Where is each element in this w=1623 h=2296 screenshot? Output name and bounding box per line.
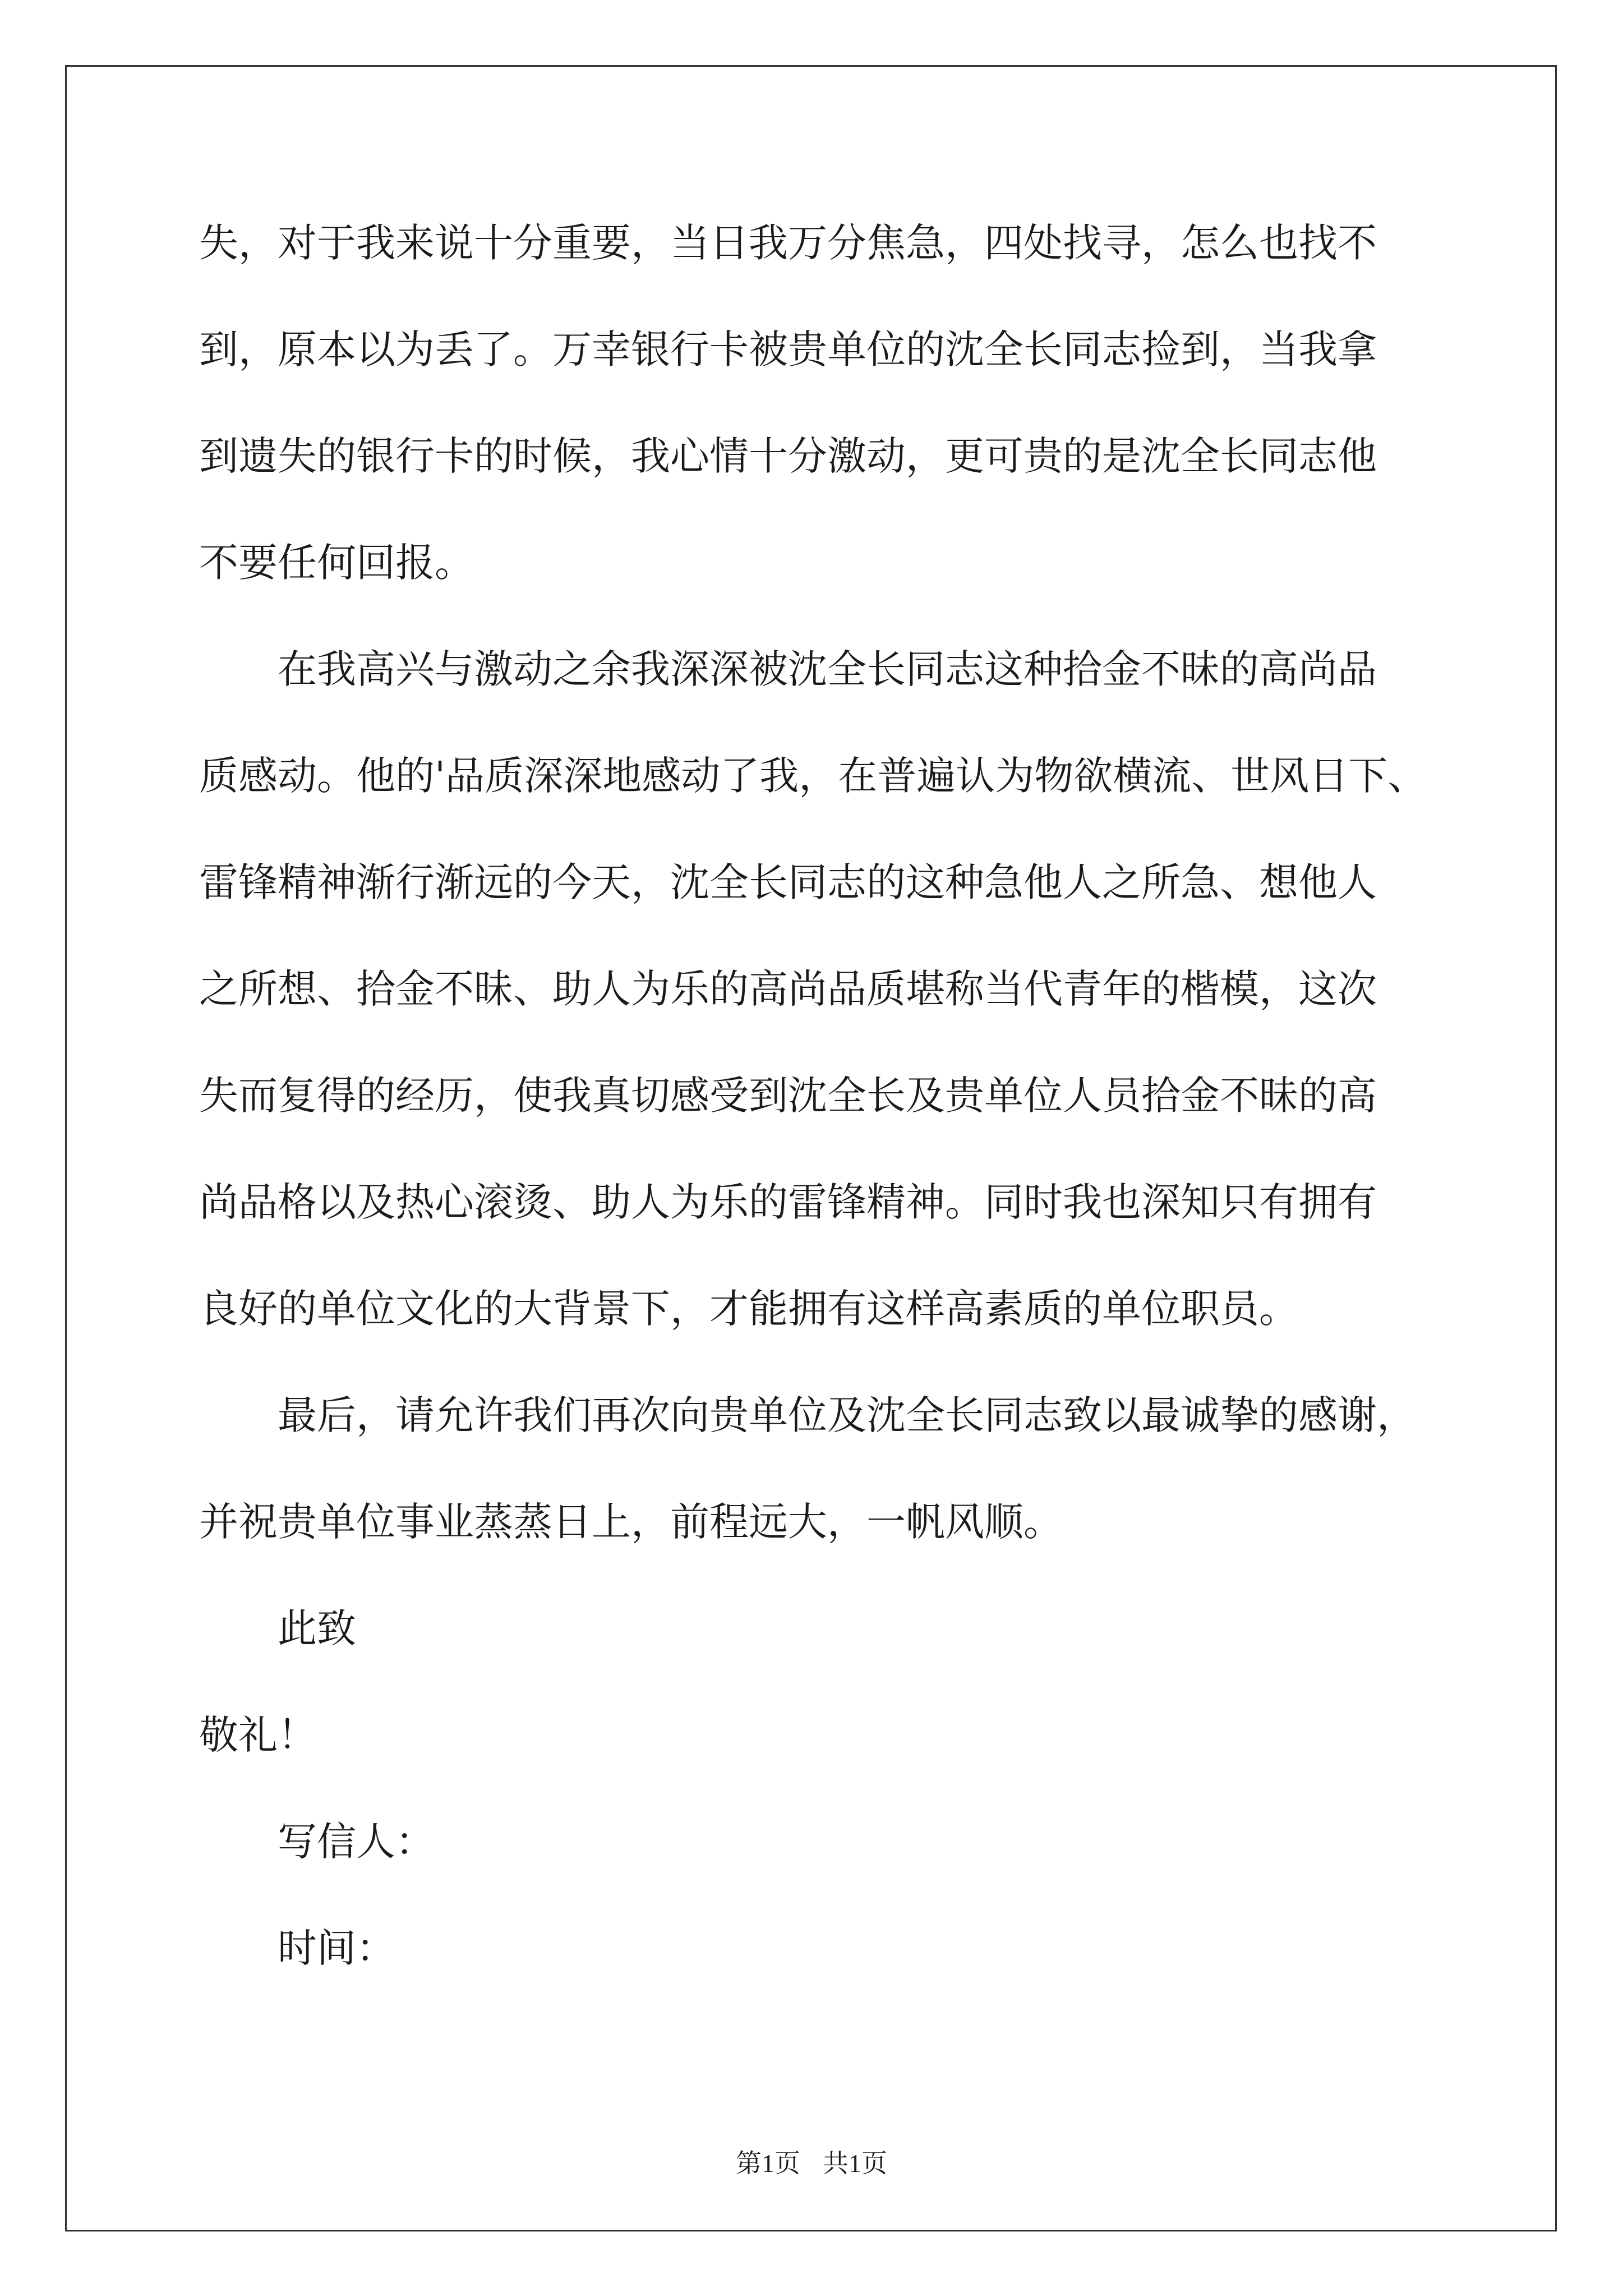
body-line: 最后，请允许我们再次向贵单位及沈全长同志致以最诚挚的感谢， [278, 1392, 1416, 1438]
date-label: 时间： [278, 1925, 395, 1971]
body-line: 到，原本以为丢了。万幸银行卡被贵单位的沈全长同志捡到，当我拿 [199, 326, 1377, 372]
body-line: 不要任何回报。 [199, 540, 474, 586]
body-line: 之所想、拾金不昧、助人为乐的高尚品质堪称当代青年的楷模，这次 [199, 966, 1377, 1012]
body-line: 质感动。他的'品质深深地感动了我，在普遍认为物欲横流、世风日下、 [199, 753, 1427, 799]
letter-body [199, 216, 1433, 2028]
page-footer [0, 2143, 1623, 2180]
body-line: 失，对于我来说十分重要，当日我万分焦急，四处找寻，怎么也找不 [199, 220, 1377, 266]
body-line: 在我高兴与激动之余我深深被沈全长同志这种拾金不昧的高尚品 [278, 646, 1377, 692]
closing-regards: 敬礼！ [199, 1712, 317, 1758]
body-line: 雷锋精神渐行渐远的今天，沈全长同志的这种急他人之所急、想他人 [199, 859, 1377, 905]
page-number-total: 共1页 [823, 2149, 887, 2178]
body-line: 到遗失的银行卡的时候，我心情十分激动，更可贵的是沈全长同志他 [199, 433, 1377, 479]
body-line: 失而复得的经历，使我真切感受到沈全长及贵单位人员拾金不昧的高 [199, 1073, 1377, 1119]
signature-label: 写信人： [278, 1819, 435, 1865]
body-line: 尚品格以及热心滚烫、助人为乐的雷锋精神。同时我也深知只有拥有 [199, 1179, 1377, 1225]
page-number-current: 第1页 [736, 2149, 800, 2178]
body-line: 良好的单位文化的大背景下，才能拥有这样高素质的单位职员。 [199, 1286, 1298, 1332]
body-line: 并祝贵单位事业蒸蒸日上，前程远大，一帆风顺。 [199, 1499, 1063, 1545]
closing-salutation: 此致 [278, 1605, 356, 1651]
